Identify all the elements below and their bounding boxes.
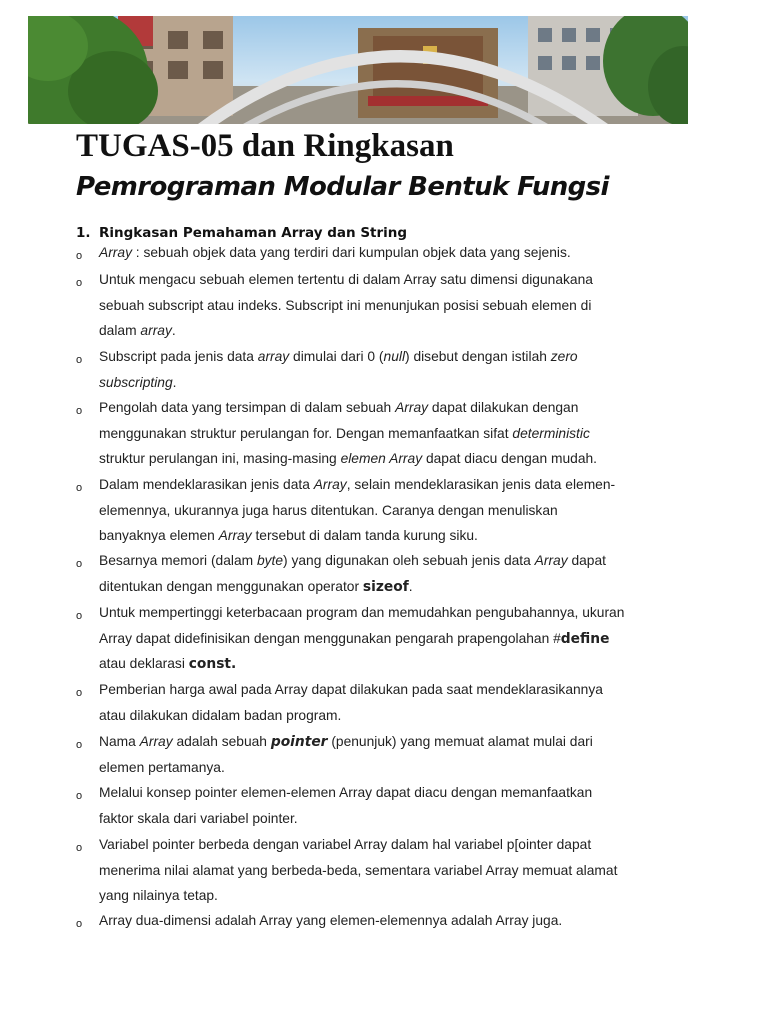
bullet-line bbox=[99, 783, 592, 803]
text-run: dapat diacu dengan mudah. bbox=[422, 451, 598, 467]
text-run: . bbox=[408, 578, 413, 594]
text-run: Pengolah data yang tersimpan di dalam sebuah bbox=[99, 400, 396, 415]
bullet-line bbox=[99, 758, 225, 778]
text-run: dimulai dari 0 ( bbox=[289, 349, 384, 364]
bullet-line bbox=[99, 526, 478, 546]
bullet-line bbox=[99, 654, 236, 674]
bullet-marker: o bbox=[76, 739, 83, 751]
bullet-line bbox=[99, 911, 562, 931]
bullet-line bbox=[99, 270, 593, 290]
bullet-line bbox=[99, 398, 578, 418]
bullet-line bbox=[99, 501, 558, 521]
text-run: Pemberian harga awal pada Array dapat dilakukan pada saat mendeklarasikannya bbox=[99, 682, 603, 697]
text-run: adalah sebuah bbox=[172, 734, 271, 749]
text-run: struktur perulangan ini, masing-masing bbox=[99, 451, 341, 467]
text-run: Untuk mengacu sebuah elemen tertentu di dalam Array satu dimensi digunakana bbox=[99, 272, 593, 287]
bullet-line bbox=[99, 449, 597, 469]
text-run: Array dua-dimensi adalah Array yang elemen-elemennya adalah Array juga. bbox=[99, 913, 563, 928]
bullet-line bbox=[99, 296, 591, 316]
bullet-line bbox=[99, 861, 617, 881]
text-run: dapat bbox=[567, 553, 606, 568]
bold-term: const. bbox=[188, 656, 237, 673]
italic-term: elemen Array bbox=[340, 451, 423, 467]
bullet-line bbox=[99, 551, 606, 571]
bullet-marker: o bbox=[76, 687, 83, 699]
text-run: menerima nilai alamat yang berbeda-beda, sementara variabel Array memuat alamat bbox=[99, 862, 618, 878]
section-title: Ringkasan Pemahaman Array dan String bbox=[99, 225, 408, 241]
text-run: elemennya, ukurannya juga harus ditentukan. Caranya dengan menuliskan bbox=[99, 502, 558, 518]
bullet-marker: o bbox=[76, 610, 83, 622]
document-subtitle: Pemrograman Modular Bentuk Fungsi bbox=[76, 172, 609, 202]
bullet-marker: o bbox=[76, 250, 83, 262]
text-run: faktor skala dari variabel pointer. bbox=[99, 810, 298, 826]
text-run: Array dapat didefinisikan dengan menggunakan pengarah prapengolahan # bbox=[99, 630, 561, 646]
bullet-line bbox=[99, 732, 593, 752]
document-title: TUGAS-05 dan Ringkasan bbox=[76, 128, 454, 164]
text-run: Dalam mendeklarasikan jenis data bbox=[99, 477, 314, 492]
bullet-marker: o bbox=[76, 918, 83, 930]
header-banner-photo bbox=[28, 16, 688, 124]
section-number: 1. bbox=[76, 225, 91, 241]
bullet-line bbox=[99, 603, 624, 623]
bullet-line bbox=[99, 835, 591, 855]
bullet-line bbox=[99, 577, 413, 597]
text-run: ditentukan dengan menggunakan operator bbox=[99, 578, 363, 594]
text-run: . bbox=[172, 374, 177, 390]
bullet-line bbox=[99, 347, 578, 367]
italic-term: deterministic bbox=[512, 425, 590, 441]
section-heading bbox=[76, 225, 407, 241]
text-run: , selain mendeklarasikan jenis data elemen- bbox=[346, 477, 616, 492]
text-run: dapat dilakukan dengan bbox=[428, 400, 579, 415]
text-run: dalam bbox=[99, 323, 141, 339]
italic-term: Array bbox=[139, 734, 173, 749]
text-run: Untuk mempertinggi keterbacaan program dan memudahkan pengubahannya, ukuran bbox=[99, 605, 625, 620]
bullet-marker: o bbox=[76, 405, 83, 417]
text-run: atau dilakukan didalam badan program. bbox=[99, 707, 342, 723]
bullet-line bbox=[99, 706, 341, 726]
italic-term: byte bbox=[256, 553, 284, 568]
text-run: Besarnya memori (dalam bbox=[99, 553, 257, 568]
bullet-line bbox=[99, 680, 603, 700]
bold-term: pointer bbox=[270, 734, 328, 750]
italic-term: Array bbox=[313, 477, 347, 492]
text-run: sebuah subscript atau indeks. Subscript ini menunjukan posisi sebuah elemen di bbox=[99, 297, 592, 313]
text-run: tersebut di dalam tanda kurung siku. bbox=[251, 528, 478, 544]
bullet-marker: o bbox=[76, 790, 83, 802]
bullet-marker: o bbox=[76, 277, 83, 289]
text-run: atau deklarasi bbox=[99, 656, 189, 672]
bullet-line bbox=[99, 886, 218, 906]
bold-term: sizeof bbox=[362, 578, 409, 595]
campus-building-illustration bbox=[28, 16, 688, 124]
bold-term: define bbox=[560, 630, 610, 647]
bullet-line bbox=[99, 629, 609, 649]
text-run: Nama bbox=[99, 734, 140, 749]
italic-term: zero bbox=[550, 349, 578, 364]
bullet-marker: o bbox=[76, 558, 83, 570]
bullet-marker: o bbox=[76, 842, 83, 854]
italic-term: Array bbox=[99, 245, 132, 260]
bullet-line bbox=[99, 243, 571, 263]
bullet-marker: o bbox=[76, 482, 83, 494]
italic-term: null bbox=[383, 349, 406, 364]
text-run: Melalui konsep pointer elemen-elemen Array dapat diacu dengan memanfaatkan bbox=[99, 785, 593, 800]
italic-term: subscripting bbox=[99, 374, 173, 390]
text-run: . bbox=[171, 323, 176, 339]
text-run: yang nilainya tetap. bbox=[99, 888, 218, 904]
italic-term: Array bbox=[534, 553, 568, 568]
bullet-line bbox=[99, 809, 298, 829]
text-run: : sebuah objek data yang terdiri dari kumpulan objek data yang sejenis. bbox=[131, 245, 571, 260]
bullet-line bbox=[99, 475, 615, 495]
italic-term: array bbox=[257, 349, 290, 364]
text-run: Subscript pada jenis data bbox=[99, 349, 258, 364]
italic-term: array bbox=[140, 323, 172, 339]
bullet-line bbox=[99, 424, 590, 444]
italic-term: Array bbox=[395, 400, 429, 415]
text-run: elemen pertamanya. bbox=[99, 759, 225, 775]
text-run: menggunakan struktur perulangan for. Dengan memanfaatkan sifat bbox=[99, 425, 513, 441]
bullet-line bbox=[99, 321, 176, 341]
text-run: ) disebut dengan istilah bbox=[405, 349, 551, 364]
text-run: Variabel pointer berbeda dengan variabel Array dalam hal variabel p[ointer dapat bbox=[99, 837, 592, 852]
italic-term: Array bbox=[218, 528, 252, 544]
text-run: (penunjuk) yang memuat alamat mulai dari bbox=[327, 734, 593, 749]
text-run: banyaknya elemen bbox=[99, 528, 219, 544]
bullet-line bbox=[99, 373, 176, 393]
text-run: ) yang digunakan oleh sebuah jenis data bbox=[283, 553, 535, 568]
bullet-marker: o bbox=[76, 354, 83, 366]
